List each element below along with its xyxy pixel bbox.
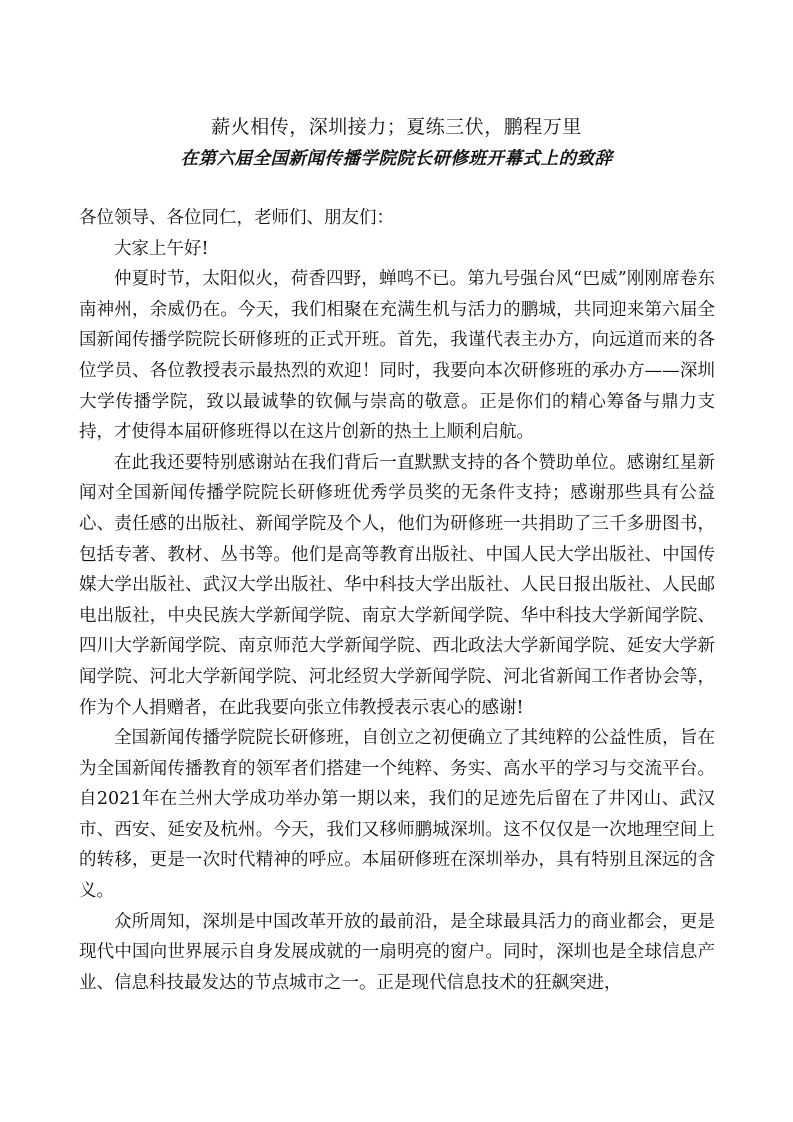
paragraph-greeting: 大家上午好! [114,238,209,259]
salutation: 各位领导、各位同仁，老师们、朋友们： [79,208,394,228]
paragraph-acknowledgements: 在此我还要特别感谢站在我们背后一直默默支持的各个赞助单位。感谢红星新闻对全国新闻传播学院院长研修班优秀学员奖的无条件支持；感谢那些具有公益心、责任感的出版社、新闻学院及个人，他们为研修班一共捐助了三千多册图书，包括专著、教材、丛书等。他们是高等教育出版社、中国人民大学出版社、中国传媒大学出版社、武汉大学出版社、华中科技大学出版社、人民日报出版社、人民邮电出版社，中央民族大学新闻学院、南京大学新闻学院、华中科技大学新闻学院、四川大学新闻学院、南京师范大学新闻学院、西北政法大学新闻学院、延安大学新闻学院、河北大学新闻学院、河北经贸大学新闻学院、河北省新闻工作者协会等，作为个人捐赠者，在此我要向张立伟教授表示衷心的感谢! [79,452,715,718]
document-body [79,203,715,998]
paragraph-history: 全国新闻传播学院院长研修班，自创立之初便确立了其纯粹的公益性质，旨在为全国新闻传播教育的领军者们搭建一个纯粹、务实、高水平的学习与交流平台。自2021年在兰州大学成功举办第一期以来，我们的足迹先后留在了井冈山、武汉市、西安、延安及杭州。今天，我们又移师鹏城深圳。这不仅仅是一次地理空间上的转移，更是一次时代精神的呼应。本届研修班在深圳举办，具有特别且深远的含义。 [79,728,715,902]
document-title: 薪火相传，深圳接力；夏练三伏，鹏程万里 [211,116,582,138]
paragraph-opening: 仲夏时节，太阳似火，荷香四野，蝉鸣不已。第九号强台风“巴威”刚刚席卷东南神州，余威仍在。今天，我们相聚在充满生机与活力的鹏城，共同迎来第六届全国新闻传播学院院长研修班的正式开班。首先，我谨代表主办方，向远道而来的各位学员、各位教授表示最热烈的欢迎！同时，我要向本次研修班的承办方——深圳大学传播学院，致以最诚挚的钦佩与崇高的敬意。正是你们的精心筹备与鼎力支持，才使得本届研修班得以在这片创新的热土上顺利启航。 [79,269,715,443]
paragraph-shenzhen: 众所周知，深圳是中国改革开放的最前沿，是全球最具活力的商业都会，更是现代中国向世界展示自身发展成就的一扇明亮的窗户。同时，深圳也是全球信息产业、信息科技最发达的节点城市之一。正是现代信息技术的狂飙突进， [79,911,715,993]
document-subtitle: 在第六届全国新闻传播学院院长研修班开幕式上的致辞 [180,149,613,169]
